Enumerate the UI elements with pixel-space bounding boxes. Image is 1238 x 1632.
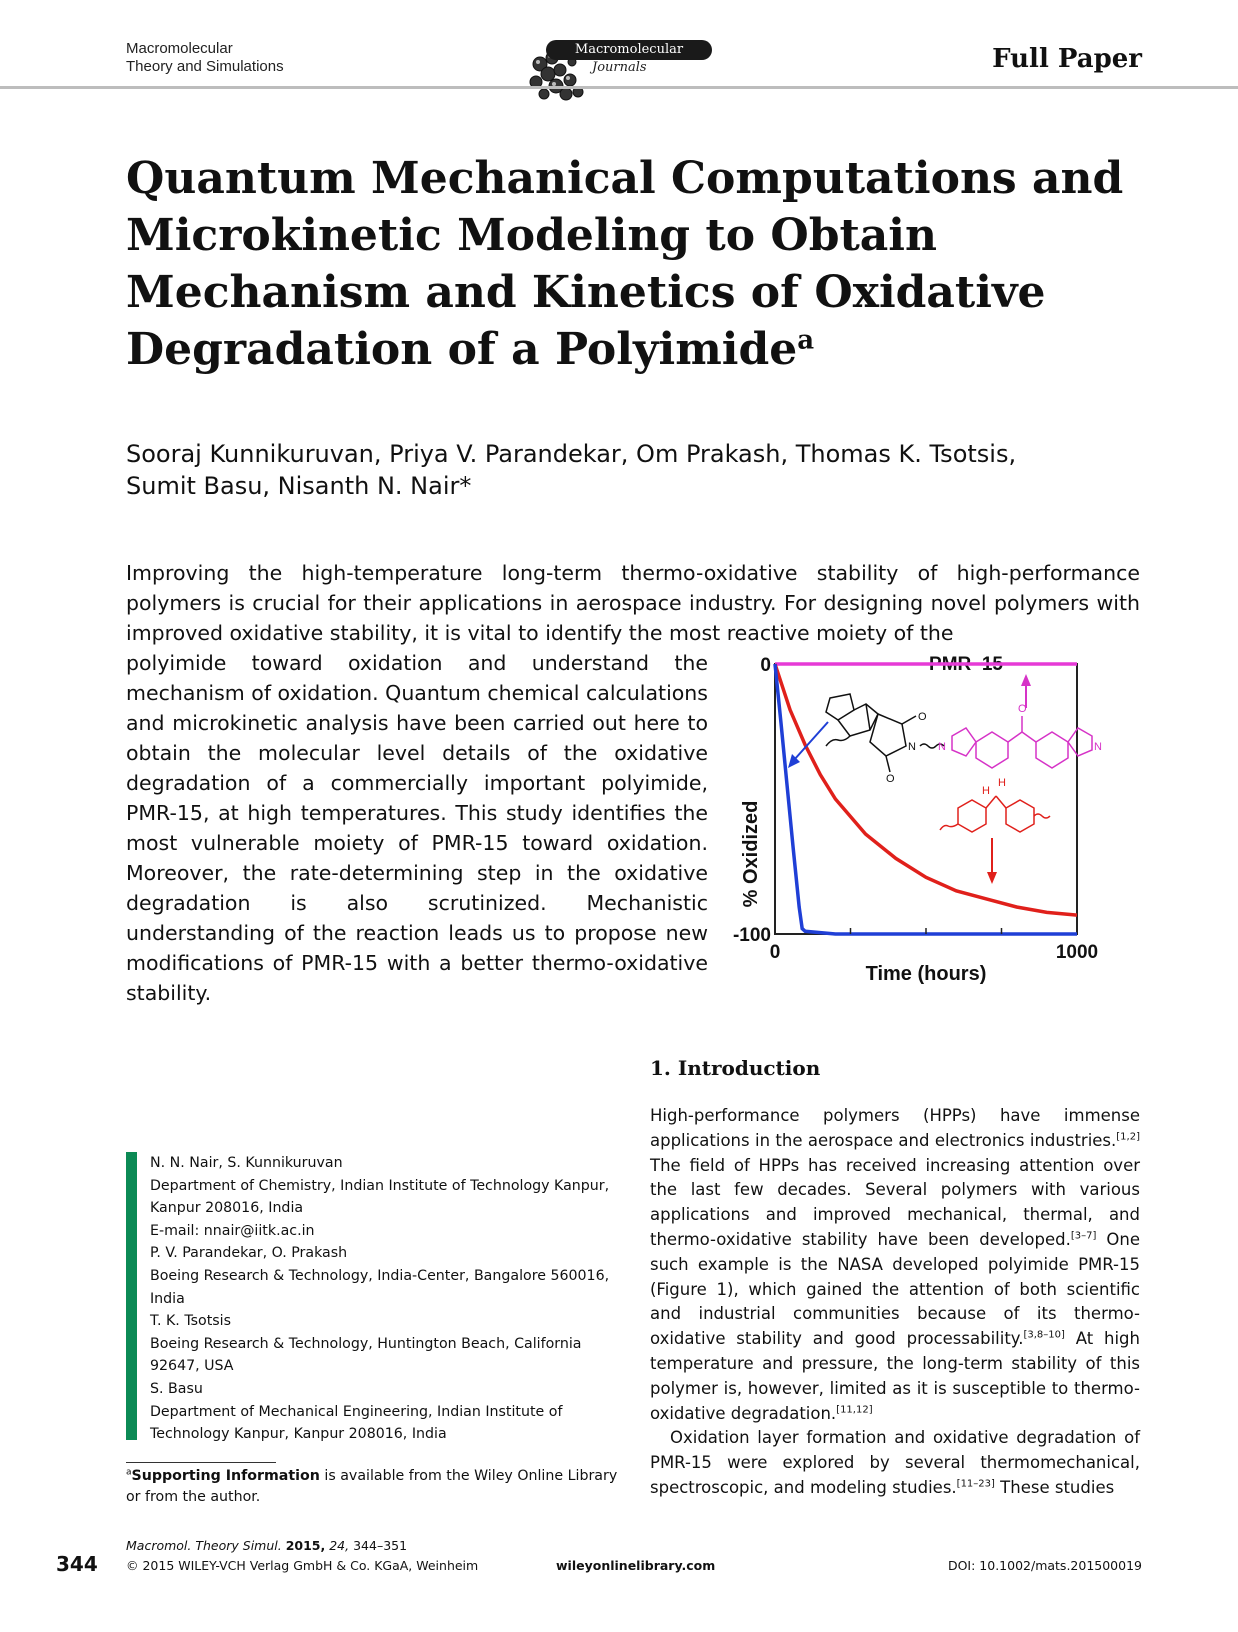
header-rule — [0, 86, 1238, 89]
affiliation-line: Department of Chemistry, Indian Institute of Technology Kanpur, — [150, 1177, 610, 1194]
author-list — [126, 438, 1146, 502]
nitrogen-label-2: N — [938, 741, 946, 753]
affiliation-line: Boeing Research & Technology, Huntington Beach, California — [150, 1335, 582, 1352]
macromolecular-journals-logo — [526, 34, 714, 106]
supporting-info-footnote — [126, 1466, 626, 1508]
affiliation-line: Boeing Research & Technology, India-Center, Bangalore 560016, — [150, 1267, 610, 1284]
oxygen-label-ketone: O — [1018, 703, 1027, 715]
chemical-structure — [826, 694, 1102, 832]
nitrogen-label-3: N — [1094, 741, 1102, 753]
journal-name — [126, 40, 284, 76]
methylene-bond-1 — [986, 796, 996, 808]
title-text: Quantum Mechanical Computations and Microkinetic Modeling to Obtain Mechanism and Kinetics of Oxidative Degradation of a Polyimide — [126, 153, 1124, 375]
hydrogen-label-1: H — [982, 785, 990, 797]
chart-title: PMR–15 — [929, 654, 1003, 675]
citation-reference[interactable]: [11–23] — [956, 1478, 995, 1490]
citation-journal: Macromol. Theory Simul. — [126, 1538, 282, 1553]
benzene-red-1 — [958, 800, 986, 832]
citation-year: 2015, — [285, 1538, 326, 1553]
benzene-magenta-1 — [976, 732, 1008, 768]
affiliation-line: S. Basu — [150, 1380, 203, 1397]
chain-wavy-red-left — [940, 824, 958, 830]
intro-text-segment: One such example is the NASA developed polyimide PMR-15 (Figure 1), which gained the attention of both scientific and industrial communities because of its thermo-oxidative stability and good processability. — [650, 1229, 1141, 1349]
logo-subtitle: Journals — [592, 60, 647, 75]
intro-text-segment: At high temperature and pressure, the long-term stability of this polymer is, however, limited as it is susceptible to thermo-oxidative degradation. — [650, 1329, 1140, 1423]
affiliation-line: India — [150, 1290, 185, 1307]
affiliation-line: Kanpur 208016, India — [150, 1200, 304, 1217]
chain-wavy-red-right — [1034, 814, 1050, 818]
citation-pages: 344–351 — [353, 1538, 408, 1553]
doi[interactable]: DOI: 10.1002/mats.201500019 — [947, 1558, 1142, 1573]
oxygen-label-1: O — [918, 711, 927, 723]
citation-reference[interactable]: [3–7] — [1070, 1230, 1097, 1242]
ketone-link-2 — [1022, 732, 1036, 742]
imide-ring-magenta-2 — [1068, 728, 1092, 756]
norbornene-ring — [826, 694, 854, 720]
introduction-body — [650, 1104, 1140, 1501]
journal-name-line2: Theory and Simulations — [126, 58, 284, 75]
affiliation-line: N. N. Nair, S. Kunnikuruvan — [150, 1155, 343, 1171]
plot-frame — [775, 664, 1077, 934]
methylene-bond-2 — [996, 796, 1006, 808]
nitrogen-label-1: N — [908, 741, 916, 753]
oxygen-label-2: O — [886, 773, 895, 785]
affiliation-line: 92647, USA — [150, 1358, 234, 1375]
website-link[interactable]: wileyonlinelibrary.com — [556, 1558, 716, 1573]
y-tick-label: -100 — [732, 925, 771, 946]
series-layer — [775, 664, 1077, 934]
x-axis-label: Time (hours) — [865, 963, 987, 985]
abstract-full-width: Improving the high-temperature long-term thermo-oxidative stability of high-performance polymers is crucial for their applications in aerospace industry. For designing novel polymers with improved oxidative stability, it is vital to identify the most reactive moiety of the — [126, 561, 1140, 645]
affiliation-line: P. V. Parandekar, O. Prakash — [150, 1245, 348, 1262]
hydrogen-label-2: H — [998, 777, 1006, 789]
title-footnote-marker: a — [797, 325, 815, 356]
abstract-narrow: polyimide toward oxidation and understand the mechanism of oxidation. Quantum chemical calculations and microkinetic analysis have been carried out here to obtain the molecular level details of the oxidative degradation of a commercially important polyimide, PMR-15, at high temperatures. This study identifies the most vulnerable moiety of PMR-15 toward oxidation. Moreover, the rate-determining step in the oxidative degradation is also scrutinized. Mechanistic understanding of the reaction leads us to propose new modifications of PMR-15 with a better thermo-oxidative stability. — [126, 651, 708, 1005]
logo-badge: Macromolecular — [546, 40, 712, 60]
affiliation-line: T. K. Tsotsis — [150, 1313, 231, 1330]
footnote-text: is available from the Wiley Online Library or from the author. — [126, 1468, 618, 1505]
benzene-magenta-2 — [1036, 732, 1068, 768]
chain-wavy-left — [826, 736, 850, 746]
authors-line1: Sooraj Kunnikuruvan, Priya V. Parandekar, Om Prakash, Thomas K. Tsotsis, — [126, 440, 1017, 468]
y-axis-label: % Oxidized — [740, 800, 762, 908]
red-arrow-head — [987, 872, 997, 884]
imide-ring-magenta-1 — [952, 728, 976, 756]
bicyclic-bridge — [838, 704, 878, 736]
intro-text-segment: High-performance polymers (HPPs) have immense applications in the aerospace and electronics industries. — [650, 1106, 1140, 1150]
graphical-abstract-figure — [730, 654, 1150, 1024]
ketone-link-1 — [1008, 732, 1022, 742]
footnote-marker: a — [126, 1467, 132, 1478]
benzene-red-2 — [1006, 800, 1034, 832]
page-number: 344 — [56, 1552, 98, 1576]
journal-name-line1: Macromolecular — [126, 40, 233, 57]
article-type: Full Paper — [992, 44, 1142, 74]
citation-reference[interactable]: [1,2] — [1116, 1131, 1140, 1143]
series-line-2 — [775, 664, 1077, 915]
x-tick-label: 1000 — [1055, 942, 1099, 963]
bridge-bond — [866, 704, 870, 730]
introduction-paragraph-1 — [650, 1104, 1140, 1426]
series-line-3 — [775, 664, 1077, 934]
x-tick-label: 0 — [769, 942, 781, 963]
article-title — [126, 150, 1126, 378]
intro-text-segment: Oxidation layer formation and oxidative degradation of PMR-15 were explored by several thermomechanical, spectroscopic, and modeling studies. — [650, 1428, 1140, 1497]
affiliations — [150, 1152, 630, 1446]
citation-reference[interactable]: [3,8–10] — [1023, 1329, 1065, 1341]
copyright: © 2015 WILEY-VCH Verlag GmbH & Co. KGaA, Weinheim — [126, 1558, 479, 1573]
citation-volume: 24, — [329, 1538, 350, 1553]
affiliation-accent-bar — [126, 1152, 137, 1440]
citation-reference[interactable]: [11,12] — [836, 1404, 873, 1416]
oxidation-chart — [730, 654, 1150, 1024]
introduction-heading: 1. Introduction — [650, 1056, 821, 1080]
footnote-rule — [126, 1462, 276, 1463]
intro-text-segment: The field of HPPs has received increasing attention over the last few decades. Several polymers with various applications and improved mechanical, thermal, and thermo-oxidative stability have been developed. — [650, 1155, 1140, 1249]
affiliation-line[interactable]: E-mail: nnair@iitk.ac.in — [150, 1222, 315, 1239]
carbonyl-bond-1 — [902, 716, 916, 724]
carbonyl-bond-2 — [886, 756, 890, 772]
y-tick-label: 0 — [760, 655, 771, 676]
citation-line — [126, 1538, 407, 1553]
affiliation-line: Department of Mechanical Engineering, Indian Institute of — [150, 1403, 563, 1420]
intro-text-segment: These studies — [994, 1477, 1115, 1497]
magenta-arrow-head — [1021, 674, 1031, 686]
footnote-bold: Supporting Information — [131, 1468, 320, 1484]
authors-line2: Sumit Basu, Nisanth N. Nair* — [126, 472, 472, 500]
affiliation-line: Technology Kanpur, Kanpur 208016, India — [150, 1426, 447, 1443]
introduction-paragraph-2 — [650, 1426, 1140, 1500]
